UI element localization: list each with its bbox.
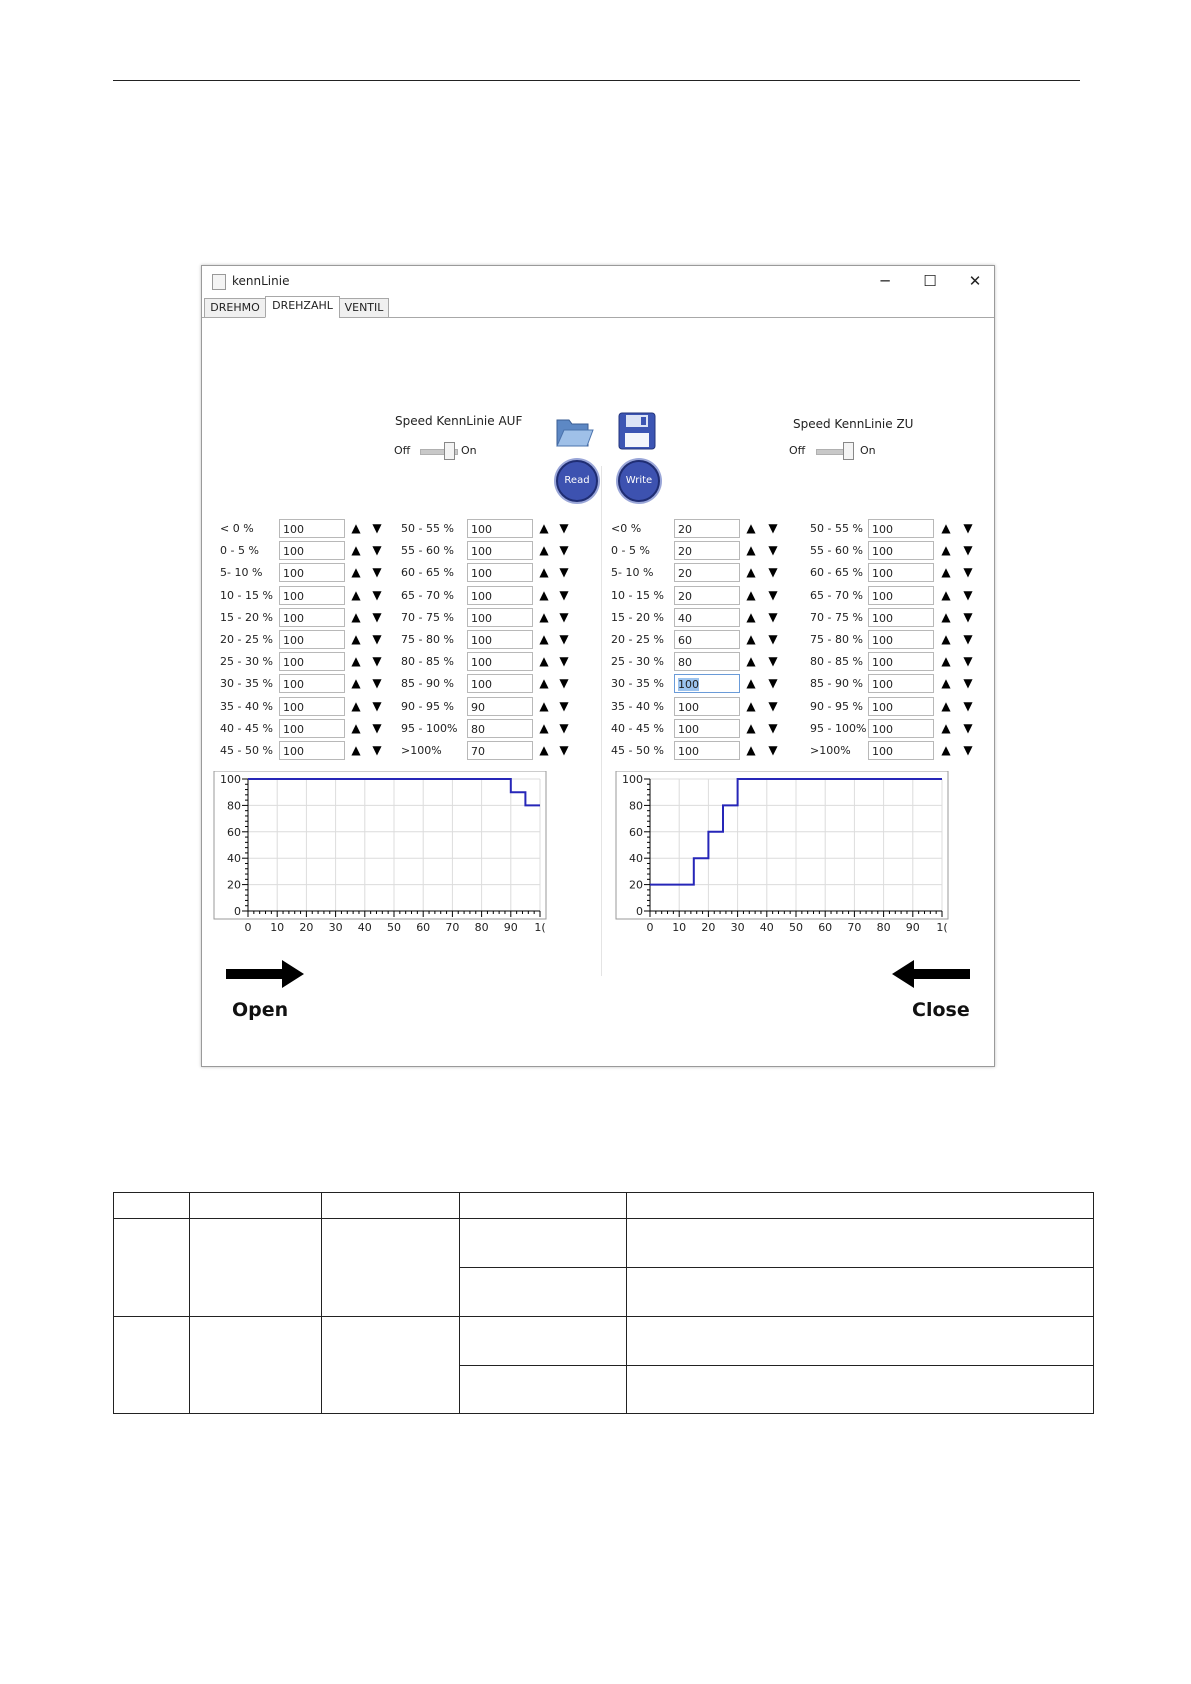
auf-right-value-input[interactable]	[467, 541, 533, 560]
decrement-arrow-icon[interactable]: ▼	[559, 521, 569, 535]
increment-arrow-icon[interactable]: ▲	[539, 565, 549, 579]
decrement-arrow-icon[interactable]: ▼	[768, 743, 778, 757]
zu-right-range-label: 95 - 100%	[810, 722, 867, 735]
value-text: 100	[471, 545, 492, 558]
decrement-arrow-icon[interactable]: ▼	[559, 654, 569, 668]
auf-left-value-input[interactable]	[279, 519, 345, 538]
zu-left-value-input[interactable]	[674, 719, 740, 738]
zu-right-value-input[interactable]	[868, 697, 934, 716]
auf-left-value-input[interactable]	[279, 586, 345, 605]
x-tick-label: 90	[503, 921, 518, 934]
decrement-arrow-icon[interactable]: ▼	[372, 743, 382, 757]
zu-right-value-input[interactable]	[868, 563, 934, 582]
decrement-arrow-icon[interactable]: ▼	[372, 521, 382, 535]
increment-arrow-icon[interactable]: ▲	[941, 543, 951, 557]
maximize-button[interactable]: ☐	[923, 272, 937, 290]
zu-right-range-label: 50 - 55 %	[810, 522, 863, 535]
decrement-arrow-icon[interactable]: ▼	[963, 654, 973, 668]
value-text: 80	[678, 656, 692, 669]
x-tick-label: 20	[299, 921, 314, 934]
value-text: 100	[471, 678, 492, 691]
auf-right-value-input[interactable]	[467, 697, 533, 716]
increment-arrow-icon[interactable]: ▲	[539, 721, 549, 735]
decrement-arrow-icon[interactable]: ▼	[768, 654, 778, 668]
x-tick-label: 70	[847, 921, 862, 934]
y-tick-label: 80	[227, 799, 241, 813]
value-text: 100	[678, 678, 699, 691]
table-col-rule	[459, 1192, 460, 1414]
zu-left-value-input[interactable]	[674, 541, 740, 560]
section-divider	[601, 466, 602, 976]
value-text: 90	[471, 701, 485, 714]
decrement-arrow-icon[interactable]: ▼	[559, 588, 569, 602]
kennlinie-window	[201, 265, 995, 1067]
tab-ventil[interactable]: VENTIL	[339, 298, 389, 318]
auf-left-value-input[interactable]	[279, 541, 345, 560]
auf-left-range-label: 25 - 30 %	[220, 655, 273, 668]
auf-right-value-input[interactable]	[467, 652, 533, 671]
increment-arrow-icon[interactable]: ▲	[351, 743, 361, 757]
value-text: 100	[872, 701, 893, 714]
zu-right-value-input[interactable]	[868, 519, 934, 538]
increment-arrow-icon[interactable]: ▲	[351, 588, 361, 602]
increment-arrow-icon[interactable]: ▲	[746, 521, 756, 535]
increment-arrow-icon[interactable]: ▲	[351, 543, 361, 557]
value-text: 100	[471, 634, 492, 647]
zu-right-range-label: 55 - 60 %	[810, 544, 863, 557]
table-border-bottom	[113, 1413, 1094, 1414]
value-text: 100	[872, 612, 893, 625]
auf-right-range-label: 90 - 95 %	[401, 700, 454, 713]
auf-right-value-input[interactable]	[467, 519, 533, 538]
close-arrow-icon	[890, 960, 970, 988]
auf-left-range-label: 20 - 25 %	[220, 633, 273, 646]
auf-left-range-label: 30 - 35 %	[220, 677, 273, 690]
auf-left-value-input[interactable]	[279, 608, 345, 627]
x-tick-label: 0	[646, 921, 654, 934]
value-text: 40	[678, 612, 692, 625]
decrement-arrow-icon[interactable]: ▼	[372, 588, 382, 602]
auf-left-range-label: 10 - 15 %	[220, 589, 273, 602]
value-text: 100	[471, 567, 492, 580]
window-title: kennLinie	[232, 274, 290, 288]
increment-arrow-icon[interactable]: ▲	[539, 521, 549, 535]
increment-arrow-icon[interactable]: ▲	[746, 632, 756, 646]
value-text: 20	[678, 523, 692, 536]
table-col-rule	[321, 1192, 322, 1414]
auf-right-range-label: 70 - 75 %	[401, 611, 454, 624]
value-text: 100	[283, 567, 304, 580]
zu-right-range-label: 90 - 95 %	[810, 700, 863, 713]
zu-left-value-input[interactable]	[674, 697, 740, 716]
decrement-arrow-icon[interactable]: ▼	[963, 721, 973, 735]
increment-arrow-icon[interactable]: ▲	[539, 743, 549, 757]
decrement-arrow-icon[interactable]: ▼	[768, 721, 778, 735]
value-text: 20	[678, 590, 692, 603]
value-text: 100	[283, 523, 304, 536]
value-text: 100	[678, 723, 699, 736]
zu-left-range-label: 35 - 40 %	[611, 700, 664, 713]
decrement-arrow-icon[interactable]: ▼	[963, 588, 973, 602]
y-tick-label: 100	[622, 773, 643, 786]
y-tick-label: 20	[629, 878, 643, 892]
value-text: 100	[283, 590, 304, 603]
auf-right-range-label: 75 - 80 %	[401, 633, 454, 646]
decrement-arrow-icon[interactable]: ▼	[963, 743, 973, 757]
zu-left-range-label: 10 - 15 %	[611, 589, 664, 602]
decrement-arrow-icon[interactable]: ▼	[372, 654, 382, 668]
zu-left-value-input[interactable]	[674, 519, 740, 538]
increment-arrow-icon[interactable]: ▲	[539, 676, 549, 690]
decrement-arrow-icon[interactable]: ▼	[768, 676, 778, 690]
tab-drehzahl[interactable]: DREHZAHL	[265, 296, 340, 318]
zu-right-range-label: 65 - 70 %	[810, 589, 863, 602]
auf-right-range-label: 50 - 55 %	[401, 522, 454, 535]
auf-left-range-label: 15 - 20 %	[220, 611, 273, 624]
zu-right-value-input[interactable]	[868, 541, 934, 560]
auf-right-range-label: 95 - 100%	[401, 722, 458, 735]
x-tick-label: 90	[905, 921, 920, 934]
x-tick-label: 60	[818, 921, 833, 934]
zu-left-value-input[interactable]	[674, 608, 740, 627]
value-text: 100	[283, 545, 304, 558]
value-text: 100	[283, 612, 304, 625]
folder-open-icon[interactable]	[554, 412, 594, 450]
decrement-arrow-icon[interactable]: ▼	[768, 699, 778, 713]
tab-drehmo[interactable]: DREHMO	[204, 298, 266, 318]
increment-arrow-icon[interactable]: ▲	[941, 565, 951, 579]
zu-chart	[614, 771, 974, 966]
zu-right-range-label: 85 - 90 %	[810, 677, 863, 690]
zu-left-value-input[interactable]	[674, 563, 740, 582]
increment-arrow-icon[interactable]: ▲	[539, 699, 549, 713]
zu-left-value-input[interactable]	[674, 630, 740, 649]
decrement-arrow-icon[interactable]: ▼	[372, 676, 382, 690]
increment-arrow-icon[interactable]: ▲	[351, 521, 361, 535]
decrement-arrow-icon[interactable]: ▼	[963, 565, 973, 579]
x-tick-label: 70	[445, 921, 460, 934]
increment-arrow-icon[interactable]: ▲	[351, 632, 361, 646]
decrement-arrow-icon[interactable]: ▼	[963, 632, 973, 646]
decrement-arrow-icon[interactable]: ▼	[559, 565, 569, 579]
page-header-rule	[113, 80, 1080, 81]
value-text: 100	[872, 523, 893, 536]
zu-left-value-input[interactable]	[674, 741, 740, 760]
auf-right-value-input[interactable]	[467, 608, 533, 627]
zu-right-value-input[interactable]	[868, 719, 934, 738]
zu-right-range-label: >100%	[810, 744, 851, 757]
decrement-arrow-icon[interactable]: ▼	[372, 543, 382, 557]
decrement-arrow-icon[interactable]: ▼	[372, 721, 382, 735]
auf-left-value-input[interactable]	[279, 719, 345, 738]
increment-arrow-icon[interactable]: ▲	[539, 610, 549, 624]
auf-left-range-label: 0 - 5 %	[220, 544, 259, 557]
close-button[interactable]: ✕	[968, 272, 982, 290]
table-col-rule	[113, 1192, 114, 1414]
zu-left-range-label: 5- 10 %	[611, 566, 654, 579]
zu-left-range-label: 30 - 35 %	[611, 677, 664, 690]
increment-arrow-icon[interactable]: ▲	[746, 588, 756, 602]
decrement-arrow-icon[interactable]: ▼	[372, 632, 382, 646]
value-text: 80	[471, 723, 485, 736]
x-tick-label: 40	[357, 921, 372, 934]
x-tick-label: 80	[876, 921, 891, 934]
x-tick-label: 80	[474, 921, 489, 934]
plot-frame	[214, 771, 546, 919]
increment-arrow-icon[interactable]: ▲	[941, 521, 951, 535]
zu-on-label: On	[860, 444, 876, 457]
value-text: 100	[872, 723, 893, 736]
increment-arrow-icon[interactable]: ▲	[746, 743, 756, 757]
decrement-arrow-icon[interactable]: ▼	[963, 521, 973, 535]
app-document-icon	[212, 274, 226, 290]
auf-right-range-label: 65 - 70 %	[401, 589, 454, 602]
table-col-rule	[1093, 1192, 1094, 1414]
y-tick-label: 20	[227, 878, 241, 892]
zu-off-label: Off	[789, 444, 806, 457]
value-text: 100	[471, 523, 492, 536]
decrement-arrow-icon[interactable]: ▼	[559, 610, 569, 624]
decrement-arrow-icon[interactable]: ▼	[963, 676, 973, 690]
decrement-arrow-icon[interactable]: ▼	[768, 543, 778, 557]
decrement-arrow-icon[interactable]: ▼	[559, 699, 569, 713]
open-label: Open	[232, 999, 289, 1021]
open-arrow-icon	[226, 960, 306, 988]
increment-arrow-icon[interactable]: ▲	[941, 699, 951, 713]
auf-right-value-input[interactable]	[467, 719, 533, 738]
auf-on-label: On	[461, 444, 477, 457]
increment-arrow-icon[interactable]: ▲	[941, 654, 951, 668]
y-tick-label: 80	[629, 799, 643, 813]
zu-right-value-input[interactable]	[868, 586, 934, 605]
increment-arrow-icon[interactable]: ▲	[941, 610, 951, 624]
zu-left-value-input[interactable]	[674, 586, 740, 605]
zu-left-range-label: 0 - 5 %	[611, 544, 650, 557]
increment-arrow-icon[interactable]: ▲	[941, 743, 951, 757]
value-text: 100	[872, 656, 893, 669]
auf-right-value-input[interactable]	[467, 586, 533, 605]
y-tick-label: 40	[629, 852, 643, 866]
increment-arrow-icon[interactable]: ▲	[746, 654, 756, 668]
table-border-top	[113, 1192, 1094, 1193]
x-tick-label: 20	[701, 921, 716, 934]
close-label: Close	[912, 999, 970, 1021]
increment-arrow-icon[interactable]: ▲	[746, 543, 756, 557]
x-tick-label: 10	[672, 921, 687, 934]
table-header-rule	[113, 1218, 1094, 1219]
decrement-arrow-icon[interactable]: ▼	[768, 632, 778, 646]
auf-left-range-label: 45 - 50 %	[220, 744, 273, 757]
auf-left-value-input[interactable]	[279, 697, 345, 716]
zu-left-range-label: 45 - 50 %	[611, 744, 664, 757]
value-text: 100	[283, 745, 304, 758]
table-col-rule	[189, 1192, 190, 1414]
zu-right-value-input[interactable]	[868, 608, 934, 627]
value-text: 60	[678, 634, 692, 647]
increment-arrow-icon[interactable]: ▲	[539, 632, 549, 646]
auf-chart	[212, 771, 572, 966]
value-text: 100	[872, 567, 893, 580]
auf-left-value-input[interactable]	[279, 563, 345, 582]
auf-left-value-input[interactable]	[279, 630, 345, 649]
auf-section-title: Speed KennLinie AUF	[395, 414, 523, 428]
y-tick-label: 60	[629, 825, 643, 839]
auf-right-value-input[interactable]	[467, 630, 533, 649]
decrement-arrow-icon[interactable]: ▼	[559, 743, 569, 757]
zu-right-value-input[interactable]	[868, 674, 934, 693]
decrement-arrow-icon[interactable]: ▼	[559, 721, 569, 735]
x-tick-label: 10	[270, 921, 285, 934]
auf-right-value-input[interactable]	[467, 674, 533, 693]
increment-arrow-icon[interactable]: ▲	[746, 676, 756, 690]
zu-left-range-label: 20 - 25 %	[611, 633, 664, 646]
auf-left-range-label: 35 - 40 %	[220, 700, 273, 713]
value-text: 100	[872, 590, 893, 603]
value-text: 100	[872, 745, 893, 758]
x-tick-label: 50	[789, 921, 803, 934]
zu-right-range-label: 75 - 80 %	[810, 633, 863, 646]
value-text: 100	[283, 701, 304, 714]
zu-right-range-label: 60 - 65 %	[810, 566, 863, 579]
zu-left-range-label: <0 %	[611, 522, 642, 535]
increment-arrow-icon[interactable]: ▲	[351, 565, 361, 579]
auf-left-value-input[interactable]	[279, 741, 345, 760]
auf-off-label: Off	[394, 444, 411, 457]
x-tick-label: 50	[387, 921, 401, 934]
increment-arrow-icon[interactable]: ▲	[351, 676, 361, 690]
doc-table	[113, 1192, 1094, 1414]
decrement-arrow-icon[interactable]: ▼	[963, 610, 973, 624]
table-row-rule	[459, 1267, 1094, 1268]
decrement-arrow-icon[interactable]: ▼	[768, 610, 778, 624]
value-text: 70	[471, 745, 485, 758]
increment-arrow-icon[interactable]: ▲	[539, 543, 549, 557]
decrement-arrow-icon[interactable]: ▼	[963, 699, 973, 713]
value-text: 100	[471, 612, 492, 625]
decrement-arrow-icon[interactable]: ▼	[559, 632, 569, 646]
minimize-button[interactable]: ─	[880, 272, 890, 290]
zu-left-range-label: 40 - 45 %	[611, 722, 664, 735]
auf-right-value-input[interactable]	[467, 563, 533, 582]
decrement-arrow-icon[interactable]: ▼	[372, 610, 382, 624]
zu-right-value-input[interactable]	[868, 630, 934, 649]
decrement-arrow-icon[interactable]: ▼	[768, 588, 778, 602]
zu-right-range-label: 80 - 85 %	[810, 655, 863, 668]
decrement-arrow-icon[interactable]: ▼	[559, 543, 569, 557]
increment-arrow-icon[interactable]: ▲	[351, 654, 361, 668]
decrement-arrow-icon[interactable]: ▼	[768, 565, 778, 579]
zu-right-range-label: 70 - 75 %	[810, 611, 863, 624]
value-text: 100	[678, 745, 699, 758]
decrement-arrow-icon[interactable]: ▼	[768, 521, 778, 535]
auf-left-value-input[interactable]	[279, 652, 345, 671]
auf-right-range-label: 60 - 65 %	[401, 566, 454, 579]
title-bar	[202, 266, 994, 296]
auf-toggle-thumb[interactable]	[444, 442, 455, 460]
y-tick-label: 40	[227, 852, 241, 866]
increment-arrow-icon[interactable]: ▲	[746, 721, 756, 735]
value-text: 20	[678, 545, 692, 558]
increment-arrow-icon[interactable]: ▲	[539, 588, 549, 602]
increment-arrow-icon[interactable]: ▲	[941, 632, 951, 646]
x-tick-label: 1(	[936, 921, 948, 934]
zu-left-value-input[interactable]	[674, 674, 740, 693]
zu-section-title: Speed KennLinie ZU	[793, 417, 914, 431]
value-text: 100	[283, 634, 304, 647]
increment-arrow-icon[interactable]: ▲	[351, 610, 361, 624]
y-tick-label: 100	[220, 773, 241, 786]
value-text: 20	[678, 567, 692, 580]
value-text: 100	[471, 590, 492, 603]
value-text: 100	[471, 656, 492, 669]
increment-arrow-icon[interactable]: ▲	[941, 676, 951, 690]
auf-right-range-label: >100%	[401, 744, 442, 757]
zu-right-value-input[interactable]	[868, 741, 934, 760]
decrement-arrow-icon[interactable]: ▼	[559, 676, 569, 690]
zu-left-value-input[interactable]	[674, 652, 740, 671]
auf-left-range-label: < 0 %	[220, 522, 254, 535]
increment-arrow-icon[interactable]: ▲	[351, 699, 361, 713]
increment-arrow-icon[interactable]: ▲	[746, 699, 756, 713]
y-tick-label: 0	[234, 905, 241, 918]
auf-right-range-label: 55 - 60 %	[401, 544, 454, 557]
write-button[interactable]: Write	[618, 460, 660, 502]
x-tick-label: 0	[244, 921, 252, 934]
value-text: 100	[283, 656, 304, 669]
value-text: 100	[872, 545, 893, 558]
increment-arrow-icon[interactable]: ▲	[351, 721, 361, 735]
value-text: 100	[678, 701, 699, 714]
table-row-rule	[113, 1316, 1094, 1317]
floppy-disk-icon[interactable]	[617, 411, 657, 451]
increment-arrow-icon[interactable]: ▲	[746, 565, 756, 579]
x-tick-label: 30	[328, 921, 343, 934]
y-tick-label: 60	[227, 825, 241, 839]
decrement-arrow-icon[interactable]: ▼	[372, 699, 382, 713]
zu-right-value-input[interactable]	[868, 652, 934, 671]
table-row-rule	[459, 1365, 1094, 1366]
auf-left-value-input[interactable]	[279, 674, 345, 693]
value-text: 100	[283, 723, 304, 736]
plot-frame	[616, 771, 948, 919]
x-tick-label: 40	[759, 921, 774, 934]
decrement-arrow-icon[interactable]: ▼	[963, 543, 973, 557]
auf-right-range-label: 85 - 90 %	[401, 677, 454, 690]
value-text: 100	[283, 678, 304, 691]
x-tick-label: 1(	[534, 921, 546, 934]
zu-toggle-thumb[interactable]	[843, 442, 854, 460]
value-text: 100	[872, 678, 893, 691]
increment-arrow-icon[interactable]: ▲	[941, 721, 951, 735]
auf-left-range-label: 40 - 45 %	[220, 722, 273, 735]
zu-left-range-label: 15 - 20 %	[611, 611, 664, 624]
decrement-arrow-icon[interactable]: ▼	[372, 565, 382, 579]
y-tick-label: 0	[636, 905, 643, 918]
auf-right-range-label: 80 - 85 %	[401, 655, 454, 668]
x-tick-label: 60	[416, 921, 431, 934]
x-tick-label: 30	[730, 921, 745, 934]
increment-arrow-icon[interactable]: ▲	[746, 610, 756, 624]
auf-right-value-input[interactable]	[467, 741, 533, 760]
value-text: 100	[872, 634, 893, 647]
increment-arrow-icon[interactable]: ▲	[539, 654, 549, 668]
table-col-rule	[626, 1192, 627, 1414]
read-button[interactable]: Read	[556, 460, 598, 502]
increment-arrow-icon[interactable]: ▲	[941, 588, 951, 602]
auf-left-range-label: 5- 10 %	[220, 566, 263, 579]
zu-left-range-label: 25 - 30 %	[611, 655, 664, 668]
